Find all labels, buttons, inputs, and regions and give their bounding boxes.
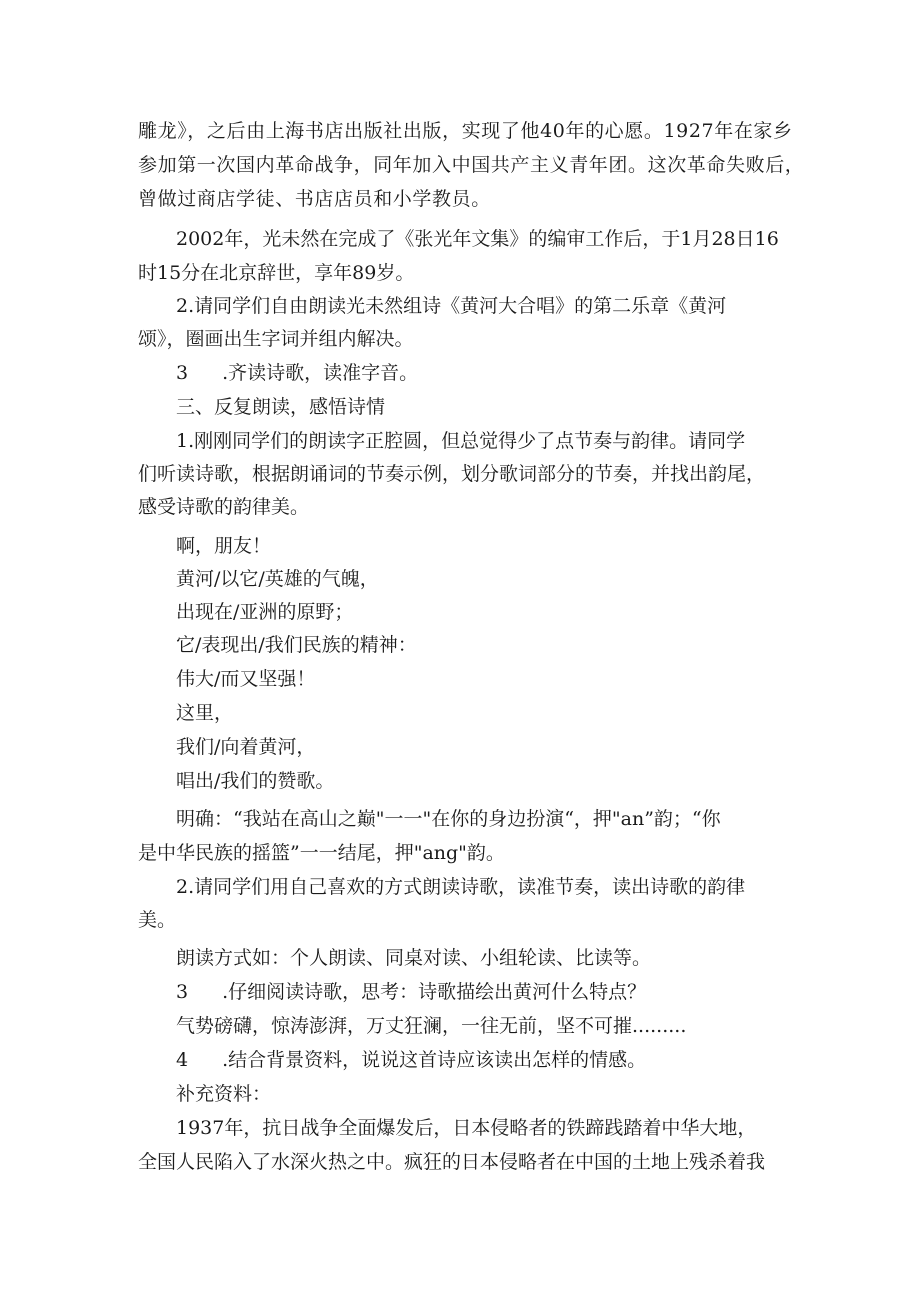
paragraph-line: 曾做过商店学徒、书店店员和小学教员。 <box>138 188 491 210</box>
list-item-4 <box>176 1047 646 1073</box>
paragraph-line: 雕龙》，之后由上海书店出版社出版，实现了他40年的心愿。1927年在家乡 <box>138 120 793 142</box>
paragraph-line: 气势磅礴，惊涛澎湃，万丈狂澜，一往无前，坚不可摧......... <box>176 1015 687 1037</box>
section-heading: 三、反复朗读，感悟诗情 <box>176 396 386 418</box>
paragraph-line: 颂》，圈画出生字词并组内解决。 <box>138 328 414 350</box>
paragraph-line: 全国人民陷入了水深火热之中。疯狂的日本侵略者在中国的土地上残杀着我 <box>138 1151 766 1173</box>
paragraph-line: 2002年，光未然在完成了《张光年文集》的编审工作后，于1月28日16 <box>176 228 779 250</box>
paragraph-line: 补充资料： <box>176 1083 272 1105</box>
list-item-2: 2.请同学们用自己喜欢的方式朗读诗歌，读准节奏，读出诗歌的韵律 <box>176 876 746 898</box>
list-number: 3 <box>176 362 189 384</box>
poem-line: 唱出/我们的赞歌。 <box>176 770 335 792</box>
paragraph-line: 时15分在北京辞世，享年89岁。 <box>138 262 415 284</box>
paragraph-line: 是中华民族的摇篮”一一结尾，押"ang"韵。 <box>138 842 505 864</box>
list-text: .齐读诗歌，读准字音。 <box>222 362 419 384</box>
list-number: 3 <box>176 981 189 1003</box>
poem-line: 它/表现出/我们民族的精神： <box>176 634 417 656</box>
paragraph-line: 朗读方式如：个人朗读、同桌对读、小组轮读、比读等。 <box>176 947 652 969</box>
poem-line: 出现在/亚洲的原野； <box>176 601 354 623</box>
poem-line: 我们/向着黄河， <box>176 736 316 758</box>
list-item-2: 2.请同学们自由朗读光未然组诗《黄河大合唱》的第二乐章《黄河 <box>176 295 727 317</box>
list-text: .结合背景资料，说说这首诗应该读出怎样的情感。 <box>222 1049 647 1071</box>
list-item-1: 1.刚刚同学们的朗读字正腔圆，但总觉得少了点节奏与韵律。请同学 <box>176 430 746 452</box>
poem-line: 黄河/以它/英雄的气魄， <box>176 568 379 590</box>
poem-line: 伟大/而又坚强！ <box>176 668 316 690</box>
list-item-3 <box>176 979 646 1005</box>
list-number: 4 <box>176 1049 189 1071</box>
paragraph-line: 明确：“我站在高山之巅"一一"在你的身边扮演“，押"an”韵；“你 <box>176 808 721 830</box>
paragraph-line: 1937年，抗日战争全面爆发后，日本侵略者的铁蹄践踏着中华大地， <box>176 1117 757 1139</box>
paragraph-line: 感受诗歌的韵律美。 <box>138 496 310 518</box>
poem-line: 啊，朋友！ <box>176 535 272 557</box>
poem-line: 这里， <box>176 702 234 724</box>
list-text: .仔细阅读诗歌，思考：诗歌描绘出黄河什么特点？ <box>222 981 647 1003</box>
paragraph-line: 们听读诗歌，根据朗诵词的节奏示例，划分歌词部分的节奏，并找出韵尾， <box>138 463 766 485</box>
paragraph-line: 参加第一次国内革命战争，同年加入中国共产主义青年团。这次革命失败后， <box>138 154 805 176</box>
paragraph-line: 美。 <box>138 909 177 931</box>
list-item-3 <box>176 360 418 386</box>
